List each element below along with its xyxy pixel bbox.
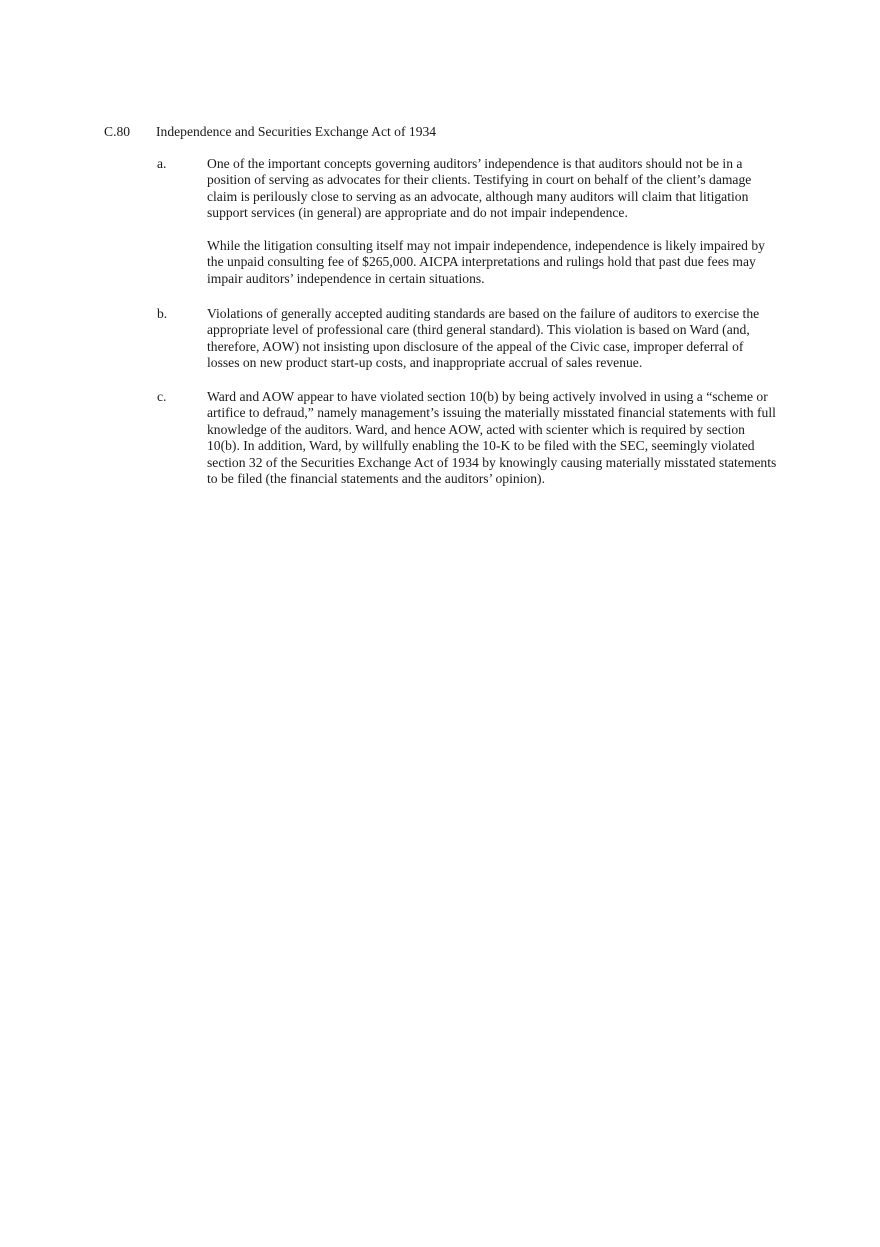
item-paragraph: Ward and AOW appear to have violated section 10(b) by being actively involved in using a “scheme or artifice to defraud,” namely management’s issuing the materially misstated financial statements with full knowledge of the auditors. Ward, and hence AOW, acted with scienter which is required by section 10(b). In addition, Ward, by willfully enabling the 10-K to be filed with the SEC, seemingly violated section 32 of the Securities Exchange Act of 1934 by knowingly causing materially misstated statements to be filed (the financial statements and the auditors’ opinion). [207,389,777,487]
item-paragraph: Violations of generally accepted auditing standards are based on the failure of auditors to exercise the appropriate level of professional care (third general standard). This violation is based on Ward (and, therefore, AOW) not insisting upon disclosure of the appeal of the Civic case, improper deferral of losses on new product start-up costs, and inappropriate accrual of sales revenue. [207,306,760,371]
item-label: c. [157,389,167,404]
item-paragraph: One of the important concepts governing auditors’ independence is that auditors should not be in a position of serving as advocates for their clients. Testifying in court on behalf of the client’s damage claim is perilously close to serving as an advocate, although many auditors will claim that litigation support services (in general) are appropriate and do not impair independence. [207,156,752,221]
section-number: C.80 [104,124,131,139]
item-label: b. [157,306,168,321]
item-paragraph: While the litigation consulting itself may not impair independence, independence is likely impaired by the unpaid consulting fee of $265,000. AICPA interpretations and rulings hold that past due fees may impair auditors’ independence in certain situations. [207,238,765,286]
section-title: Independence and Securities Exchange Act of 1934 [156,124,437,139]
item-label: a. [157,156,167,171]
